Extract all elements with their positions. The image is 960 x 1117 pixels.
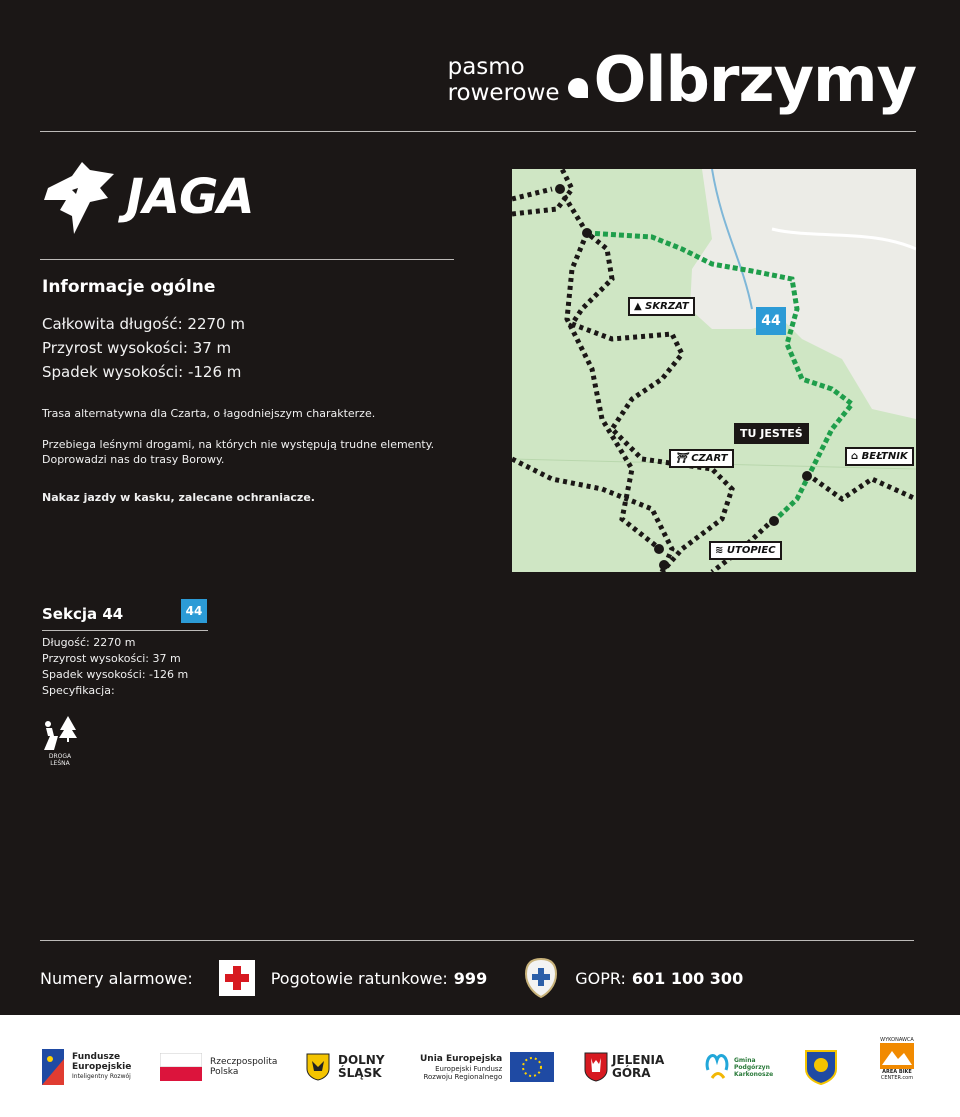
sponsor-dolny-slask xyxy=(306,1045,385,1089)
stat-elevation-loss: Spadek wysokości: -126 m xyxy=(42,363,242,381)
ue-line2: Europejski Fundusz xyxy=(435,1064,503,1073)
pk-line2: Podgórzyn xyxy=(734,1063,770,1071)
jg-line1: JELENIA xyxy=(612,1053,665,1067)
fe-line2: Europejskie xyxy=(72,1062,132,1072)
section-divider xyxy=(42,630,208,631)
polish-flag-icon xyxy=(160,1053,202,1081)
jelenia-gora-crest-icon xyxy=(584,1052,608,1082)
stat-total-length: Całkowita długość: 2270 m xyxy=(42,315,245,333)
section-badge: 44 xyxy=(181,599,207,623)
spec-caption-line2: LEŚNA xyxy=(50,760,70,767)
poi-utopiec-label: UTOPIEC xyxy=(726,545,776,556)
rp-line2: Polska xyxy=(210,1067,239,1077)
spec-caption-line1: DROGA xyxy=(48,753,72,760)
section-title: Sekcja 44 xyxy=(42,605,124,623)
podgorzyn-logo-icon xyxy=(704,1050,730,1084)
sponsor-podgorzyn xyxy=(704,1045,773,1089)
map-graphic xyxy=(512,169,916,572)
safety-warning: Nakaz jazdy w kasku, zalecane ochraniacze. xyxy=(42,491,315,504)
sponsor-jelenia-gora xyxy=(584,1045,664,1089)
sponsor-rzeczpospolita xyxy=(160,1045,277,1089)
ambulance-label: Pogotowie ratunkowe: xyxy=(270,968,448,988)
fe-line1: Fundusze xyxy=(72,1052,121,1062)
info-divider xyxy=(40,259,454,260)
ab-line2: AREA BIKE xyxy=(882,1069,912,1075)
footer-divider xyxy=(40,940,914,941)
red-cross-icon xyxy=(219,960,255,996)
poi-skrzat: ▲ SKRZAT xyxy=(628,297,695,316)
rp-line1: Rzeczpospolita xyxy=(210,1057,278,1067)
poi-utopiec: ≋ UTOPIEC xyxy=(709,541,782,560)
fe-line3: Inteligentny Rozwój xyxy=(72,1073,131,1080)
brand-dot xyxy=(568,78,588,98)
ambulance-number: 999 xyxy=(453,968,488,988)
poi-czart-label: CZART xyxy=(691,453,728,464)
fe-flag-icon xyxy=(42,1049,64,1085)
forest-road-icon xyxy=(42,714,78,750)
sponsor-municipal-crest xyxy=(804,1045,838,1089)
pk-line1: Gmina xyxy=(734,1056,756,1064)
description-2 xyxy=(42,437,462,467)
ue-line3: Rozwoju Regionalnego xyxy=(423,1072,503,1081)
municipal-crest-icon xyxy=(804,1049,838,1085)
poi-czart: ⛩ CZART xyxy=(669,449,734,468)
trail-map xyxy=(512,169,916,572)
brand-header xyxy=(447,43,916,116)
jaga-witch-icon xyxy=(42,160,120,234)
dolny-slask-crest-icon xyxy=(306,1053,330,1081)
poi-skrzat-label: SKRZAT xyxy=(645,301,689,312)
brand-subtitle xyxy=(448,54,560,106)
brand-name: Olbrzymy xyxy=(593,43,916,116)
trail-name: JAGA xyxy=(126,169,254,225)
map-route-badge: 44 xyxy=(756,307,786,335)
alarm-numbers xyxy=(40,958,920,998)
trail-logo xyxy=(42,160,254,234)
alarm-label: Numery alarmowe: xyxy=(40,968,193,988)
description-2-line2: Doprowadzi nas do trasy Borowy. xyxy=(42,453,225,466)
stat-elevation-gain: Przyrost wysokości: 37 m xyxy=(42,339,232,357)
description-2-line1: Przebiega leśnymi drogami, na których nie występują trudne elementy. xyxy=(42,438,435,451)
area-bike-logo-icon xyxy=(880,1043,914,1069)
pk-line3: Karkonosze xyxy=(734,1070,774,1078)
ab-line1: WYKONAWCA xyxy=(880,1037,914,1043)
poi-beltnik-label: BEŁTNIK xyxy=(861,451,908,462)
section-length: Długość: 2270 m xyxy=(42,636,136,649)
gopr-emblem-icon xyxy=(525,958,557,998)
ue-line1: Unia Europejska xyxy=(420,1053,503,1064)
section-spec-label: Specyfikacja: xyxy=(42,684,115,697)
jg-line2: GÓRA xyxy=(612,1066,651,1080)
section-elevation-gain: Przyrost wysokości: 37 m xyxy=(42,652,181,665)
brand-sub-line2: rowerowe xyxy=(447,80,560,106)
description-1: Trasa alternatywna dla Czarta, o łagodniejszym charakterze. xyxy=(42,407,376,420)
eu-flag-icon xyxy=(510,1052,554,1082)
ds-line1: DOLNY xyxy=(338,1053,385,1067)
brand-sub-line1: pasmo xyxy=(447,54,525,80)
gopr-number: 601 100 300 xyxy=(631,968,744,988)
poi-beltnik: ⌂ BEŁTNIK xyxy=(845,447,914,466)
section-elevation-loss: Spadek wysokości: -126 m xyxy=(42,668,189,681)
sponsor-area-bike-center xyxy=(880,1037,914,1081)
sponsor-fundusze-europejskie xyxy=(42,1045,131,1089)
gopr-label: GOPR: xyxy=(575,968,626,988)
header-divider xyxy=(40,131,916,132)
ds-line2: ŚLĄSK xyxy=(338,1066,382,1080)
you-are-here-label: TU JESTEŚ xyxy=(734,423,809,444)
sponsor-unia-europejska xyxy=(420,1045,554,1089)
info-heading: Informacje ogólne xyxy=(42,277,216,297)
ab-line3: CENTER.com xyxy=(880,1075,914,1081)
spec-caption xyxy=(42,753,78,767)
sponsor-strip xyxy=(0,1015,960,1117)
